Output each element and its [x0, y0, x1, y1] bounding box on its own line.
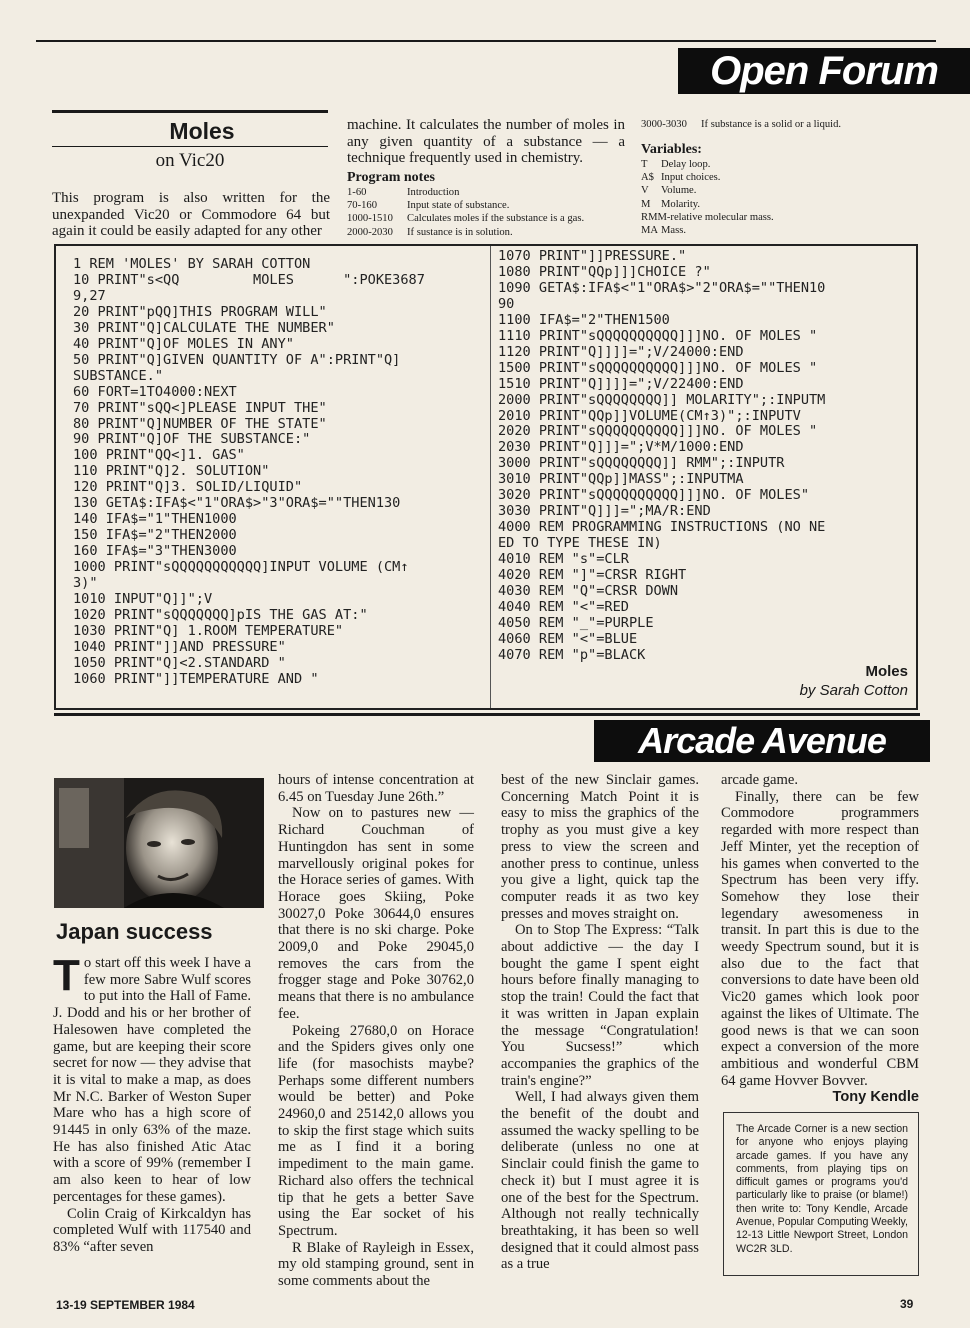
arcade-column-3	[501, 772, 699, 1273]
variable-desc: Delay loop.	[661, 159, 711, 170]
note-range: 3000-3030	[641, 119, 687, 130]
notes-continued	[641, 118, 941, 131]
intro-text-col2: machine. It calculates the number of moles in any given quantity of a substance — a technique frequently used in chemistry.	[347, 117, 625, 167]
variable-row	[641, 224, 941, 237]
variables-block	[641, 142, 941, 237]
paragraph: Finally, there can be few Commodore programmers regarded with more respect than Jeff Minter, yet the reception of his games when converted to the Spectrum has been very iffy. Somehow they lose their legendary awesomeness in transit. In part this is due to the weedy Spectrum sound, but it is also due to the fact that conversions to date have been old Vic20 games which look poor against the likes of Ultimate. The good news is that we can soon expect a conversion of the more ambitious and wonderful CBM 64 game Hovver Bovver.	[721, 788, 919, 1089]
variable-name: M	[641, 198, 651, 210]
paragraph: Pokeing 27680,0 on Horace and the Spiders gives only one life (for masochists maybe? Perhaps some different numbers would be better) and Poke 24960,0 and 25142,0 allows you to skip the first stage which suits me as I find it a boring impediment to the main game. Richard also offers the technical tip that he gets a better Save using the Ear socket of his Spectrum.	[278, 1022, 474, 1239]
note-range: 1-60	[347, 187, 367, 198]
variable-name: A$	[641, 172, 654, 184]
variable-desc: Input choices.	[661, 172, 721, 184]
credit-title: Moles	[865, 663, 908, 680]
paragraph: hours of intense concentration at 6.45 on Tuesday June 26th.”	[278, 772, 474, 805]
arcade-corner-note: The Arcade Corner is a new section for anyone who enjoys playing arcade games. If you have any comments, from playing tips on difficult games or programs you'd particularly like to praise (or blame!) then write to: Tony Kendle, Arcade Avenue, Popular Computing Weekly, 12-13 Little Newport Street, London WC2R 3LD.	[723, 1112, 919, 1276]
note-row	[641, 118, 941, 131]
code-column-divider	[490, 246, 491, 708]
author-signoff: Tony Kendle	[832, 1089, 919, 1106]
variables-list	[641, 158, 941, 237]
top-rule	[36, 40, 936, 42]
paragraph	[53, 951, 251, 1206]
portrait-photo-icon	[54, 778, 264, 908]
author-photo	[54, 778, 264, 908]
arcade-column-4	[721, 772, 919, 1106]
moles-credit	[700, 662, 908, 700]
variable-row	[641, 211, 941, 224]
variable-desc: Mass.	[661, 225, 687, 237]
note-text: If sustance is in solution.	[407, 226, 513, 238]
note-text: Introduction	[407, 187, 460, 198]
variable-name: MA	[641, 225, 659, 237]
moles-title-rule-top	[52, 110, 328, 113]
arcade-avenue-banner: Arcade Avenue	[594, 720, 930, 762]
variable-row	[641, 171, 941, 184]
program-notes	[347, 170, 632, 239]
japan-success-heading: Japan success	[56, 919, 213, 944]
variable-row	[641, 158, 941, 171]
open-forum-banner: Open Forum	[678, 48, 970, 94]
paragraph: On to Stop The Express: “Talk about addictive — the day I bought the game I spent eight hours before finally managing to stop the train! Could the fact that it was written in Japan explain the message “Congratulation! You Sucsess!” which accompanies the graphics of the train's engine?”	[501, 922, 699, 1089]
arcade-rule	[54, 713, 920, 716]
footer-date: 13-19 SEPTEMBER 1984	[56, 1298, 195, 1312]
paragraph: Well, I had always given them the benefit of the doubt and assumed the wacky spelling to be deliberate (unless no one at Sinclair could finish the game to check it) but I must agree it is one of the best for the Spectrum. Although not really technically breathtaking, it has been so well designed that it could almost pass as a true	[501, 1089, 699, 1273]
note-row	[347, 199, 632, 212]
note-text: Input state of substance.	[407, 200, 510, 212]
note-range: 1000-1510	[347, 213, 393, 225]
article-title: Moles	[169, 118, 235, 144]
variable-desc: Volume.	[661, 185, 697, 197]
variable-row	[641, 184, 941, 197]
note-row	[347, 186, 632, 199]
arcade-column-1	[53, 951, 251, 1256]
paragraph: arcade game.	[721, 772, 798, 788]
arcade-column-2	[278, 772, 474, 1290]
variable-name: RMM-relative molecular mass.	[641, 211, 774, 223]
code-listing-right: 1070 PRINT"]]PRESSURE." 1080 PRINT"QQp]]]CHOICE ?" 1090 GETA$:IFA$<"1"ORA$>"2"ORA$=""THEN10 90 1100 IFA$="2"THEN1500 1110 PRINT"sQQQQQQQQQQ]]]NO. OF MOLES " 1120 PRINT"Q]]]]=";V/24000:END 1500 PRINT"sQQQQQQQQQQ]]]NO. OF MOLES " 1510 PRINT"Q]]]]=";V/22400:END 2000 PRINT"sQQQQQQQQ]] MOLARITY";:INPUTM 2010 PRINT"QQp]]VOLUME(CM↑3)";:INPUTV 2020 PRINT"sQQQQQQQQQQ]]]NO. OF MOLES " 2030 PRINT"Q]]]=";V*M/1000:END 3000 PRINT"sQQQQQQQQ]] RMM";:INPUTR 3010 PRINT"QQp]]MASS";:INPUTMA 3020 PRINT"sQQQQQQQQQQ]]]NO. OF MOLES" 3030 PRINT"Q]]]=";MA/R:END 4000 REM PROGRAMMING INSTRUCTIONS (NO NE ED TO TYPE THESE IN) 4010 REM "s"=CLR 4020 REM "]"=CRSR RIGHT 4030 REM "Q"=CRSR DOWN 4040 REM "<"=RED 4050 REM "_"=PURPLE 4060 REM "<"=BLUE 4070 REM "p"=BLACK	[498, 248, 826, 663]
paragraph: best of the new Sinclair games. Concerning Match Point it is easy to miss the graphics of the trophy as you must give a key press to view the screen and another press to continue, unless you give a light, quick tap the computer reads it as two key presses and moves straight on.	[501, 772, 699, 922]
note-text: If substance is a solid or a liquid.	[701, 119, 842, 130]
credit-author: by Sarah Cotton	[799, 682, 908, 699]
paragraph-text: o start off this week I have a few more Sabre Wulf scores to put into the Hall of Fame. J. Dodd and his or her brother of Halesowen have completed the game, but are keeping their score secret for now — they advise that it is vital to make a map, as does Mr N.C. Barker of Weston Super Mare who has a high score of 91445 in only 63% of the maze. He has also finished Atic Atac with a score of 99% (remember I am also keen to hear of low percentages for these games).	[53, 955, 251, 1205]
variable-desc: Molarity.	[661, 198, 701, 210]
variable-row	[641, 198, 941, 211]
program-notes-list	[347, 186, 632, 239]
note-range: 2000-2030	[347, 226, 393, 238]
dropcap: T	[53, 951, 80, 1000]
note-row	[347, 212, 632, 225]
variables-heading: Variables:	[641, 142, 702, 157]
note-row	[347, 226, 632, 239]
moles-title-rule-mid	[52, 146, 328, 147]
article-subtitle: on Vic20	[155, 150, 225, 171]
note-range: 70-160	[347, 200, 378, 212]
paragraph: R Blake of Rayleigh in Essex, my old stamping ground, sent in some comments about the	[278, 1239, 474, 1290]
program-notes-heading: Program notes	[347, 170, 435, 185]
variable-name: V	[641, 185, 649, 197]
intro-text-col1: This program is also written for the unexpanded Vic20 or Commodore 64 but again it could be easily adapted for any other	[52, 190, 330, 240]
code-listing-left: 1 REM 'MOLES' BY SARAH COTTON 10 PRINT"s<QQ MOLES ":POKE3687 9,27 20 PRINT"pQQ]THIS PROGRAM WILL" 30 PRINT"Q]CALCULATE THE NUMBER" 40 PRINT"Q]OF MOLES IN ANY" 50 PRINT"Q]GIVEN QUANTITY OF A":PRINT"Q] SUBSTANCE." 60 FORT=1TO4000:NEXT 70 PRINT"sQQ<]PLEASE INPUT THE" 80 PRINT"Q]NUMBER OF THE STATE" 90 PRINT"Q]OF THE SUBSTANCE:" 100 PRINT"QQ<]1. GAS" 110 PRINT"Q]2. SOLUTION" 120 PRINT"Q]3. SOLID/LIQUID" 130 GETA$:IFA$<"1"ORA$>"3"ORA$=""THEN130 140 IFA$="1"THEN1000 150 IFA$="2"THEN2000 160 IFA$="3"THEN3000 1000 PRINT"sQQQQQQQQQQQ]INPUT VOLUME (CM↑ 3)" 1010 INPUT"Q]]";V 1020 PRINT"sQQQQQQQ]pIS THE GAS AT:" 1030 PRINT"Q] 1.ROOM TEMPERATURE" 1040 PRINT"]]AND PRESSURE" 1050 PRINT"Q]<2.STANDARD " 1060 PRINT"]]TEMPERATURE AND "	[73, 256, 425, 687]
page-number: 39	[900, 1297, 914, 1311]
paragraph: Now on to pastures new — Richard Couchman of Huntingdon has sent in some marvellously original pokes for the Horace series of games. With Horace goes Skiing, Poke 30027,0 Poke 30644,0 ensures that there is no ski charge. Poke 2009,0 and Poke 29045,0 removes the cars from the frogger stage and Poke 30762,0 means that there is no ambulance fee.	[278, 805, 474, 1022]
variable-name: T	[641, 159, 648, 170]
note-text: Calculates moles if the substance is a gas.	[407, 213, 585, 225]
paragraph: Colin Craig of Kirkcaldyn has completed Wulf with 117540 and 83% “after seven	[53, 1205, 251, 1255]
